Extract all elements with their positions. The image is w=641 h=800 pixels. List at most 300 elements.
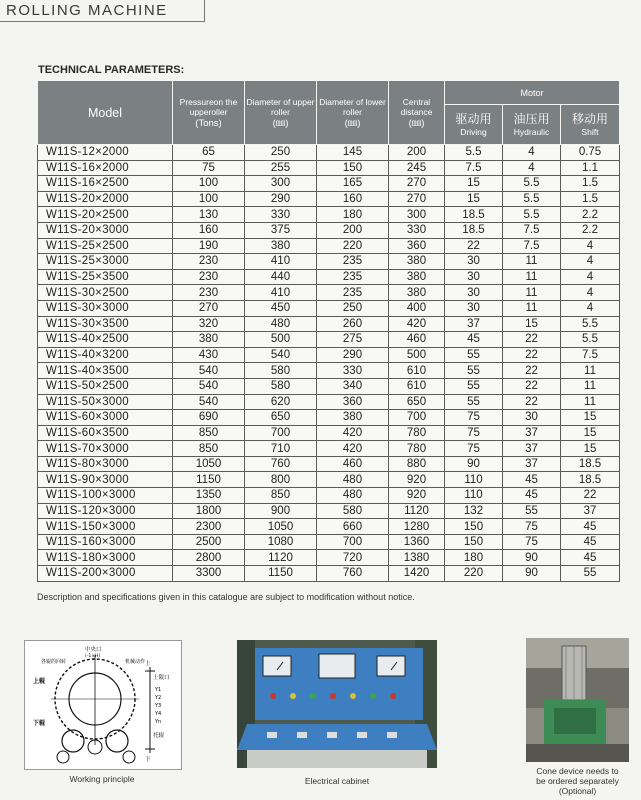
section-title: TECHNICAL PARAMETERS: bbox=[38, 64, 185, 76]
value-cell: 75 bbox=[503, 534, 561, 550]
model-cell: W11S-120×3000 bbox=[38, 503, 173, 519]
value-cell: 7.5 bbox=[445, 160, 503, 176]
value-cell: 18.5 bbox=[445, 222, 503, 238]
value-cell: 30 bbox=[445, 300, 503, 316]
value-cell: 4 bbox=[503, 145, 561, 161]
value-cell: 4 bbox=[561, 285, 620, 301]
value-cell: 1280 bbox=[389, 519, 445, 535]
value-cell: 150 bbox=[317, 160, 389, 176]
value-cell: 300 bbox=[389, 207, 445, 223]
value-cell: 1150 bbox=[245, 566, 317, 582]
value-cell: 7.5 bbox=[503, 222, 561, 238]
model-cell: W11S-30×3000 bbox=[38, 300, 173, 316]
value-cell: 380 bbox=[389, 269, 445, 285]
value-cell: 920 bbox=[389, 472, 445, 488]
value-cell: 132 bbox=[445, 503, 503, 519]
value-cell: 45 bbox=[561, 519, 620, 535]
diagram-upper-limit: 上限口 bbox=[153, 675, 170, 681]
value-cell: 2300 bbox=[173, 519, 245, 535]
value-cell: 180 bbox=[445, 550, 503, 566]
model-cell: W11S-100×3000 bbox=[38, 488, 173, 504]
model-cell: W11S-20×3000 bbox=[38, 222, 173, 238]
value-cell: 330 bbox=[389, 222, 445, 238]
value-cell: 11 bbox=[503, 269, 561, 285]
value-cell: 90 bbox=[503, 550, 561, 566]
value-cell: 420 bbox=[317, 441, 389, 457]
value-cell: 690 bbox=[173, 410, 245, 426]
table-row bbox=[38, 254, 620, 270]
value-cell: 200 bbox=[317, 222, 389, 238]
value-cell: 18.5 bbox=[561, 472, 620, 488]
value-cell: 5.5 bbox=[445, 145, 503, 161]
value-cell: 430 bbox=[173, 347, 245, 363]
value-cell: 5.5 bbox=[503, 191, 561, 207]
model-cell: W11S-40×3200 bbox=[38, 347, 173, 363]
model-cell: W11S-50×3000 bbox=[38, 394, 173, 410]
table-row bbox=[38, 394, 620, 410]
model-cell: W11S-70×3000 bbox=[38, 441, 173, 457]
value-cell: 1.1 bbox=[561, 160, 620, 176]
value-cell: 15 bbox=[445, 191, 503, 207]
value-cell: 22 bbox=[503, 378, 561, 394]
value-cell: 65 bbox=[173, 145, 245, 161]
table-row bbox=[38, 238, 620, 254]
value-cell: 250 bbox=[245, 145, 317, 161]
col-upper-unit: (㎜) bbox=[272, 117, 289, 129]
value-cell: 255 bbox=[245, 160, 317, 176]
value-cell: 37 bbox=[561, 503, 620, 519]
table-row bbox=[38, 503, 620, 519]
value-cell: 420 bbox=[317, 425, 389, 441]
col-pressure-label: Pressureon the upperoller bbox=[179, 96, 238, 117]
value-cell: 290 bbox=[317, 347, 389, 363]
table-row bbox=[38, 332, 620, 348]
value-cell: 45 bbox=[561, 534, 620, 550]
value-cell: 5.5 bbox=[561, 332, 620, 348]
table-row bbox=[38, 222, 620, 238]
value-cell: 1.5 bbox=[561, 176, 620, 192]
value-cell: 160 bbox=[173, 222, 245, 238]
col-upper-diameter bbox=[245, 81, 317, 145]
model-cell: W11S-30×2500 bbox=[38, 285, 173, 301]
value-cell: 235 bbox=[317, 269, 389, 285]
value-cell: 7.5 bbox=[561, 347, 620, 363]
table-row bbox=[38, 456, 620, 472]
table-row bbox=[38, 269, 620, 285]
value-cell: 720 bbox=[317, 550, 389, 566]
table-row bbox=[38, 207, 620, 223]
value-cell: 18.5 bbox=[445, 207, 503, 223]
diagram-y3: Y3 bbox=[155, 703, 162, 709]
value-cell: 55 bbox=[503, 503, 561, 519]
model-cell: W11S-60×3500 bbox=[38, 425, 173, 441]
col-pressure-unit: (Tons) bbox=[195, 117, 222, 129]
value-cell: 22 bbox=[561, 488, 620, 504]
value-cell: 610 bbox=[389, 363, 445, 379]
value-cell: 235 bbox=[317, 254, 389, 270]
col-driving bbox=[445, 105, 503, 145]
value-cell: 55 bbox=[445, 378, 503, 394]
value-cell: 30 bbox=[503, 410, 561, 426]
table-row bbox=[38, 285, 620, 301]
value-cell: 150 bbox=[445, 519, 503, 535]
diagram-support-roll: 托辊 bbox=[153, 733, 165, 739]
model-cell: W11S-16×2500 bbox=[38, 176, 173, 192]
value-cell: 11 bbox=[561, 363, 620, 379]
model-cell: W11S-30×3500 bbox=[38, 316, 173, 332]
value-cell: 1050 bbox=[245, 519, 317, 535]
table-row bbox=[38, 176, 620, 192]
value-cell: 55 bbox=[561, 566, 620, 582]
value-cell: 300 bbox=[245, 176, 317, 192]
table-row bbox=[38, 488, 620, 504]
value-cell: 400 bbox=[389, 300, 445, 316]
value-cell: 700 bbox=[317, 534, 389, 550]
spec-table-body bbox=[38, 145, 620, 582]
table-row bbox=[38, 363, 620, 379]
value-cell: 75 bbox=[445, 441, 503, 457]
value-cell: 580 bbox=[317, 503, 389, 519]
diagram-mechanism-label: 机械动作 bbox=[125, 659, 146, 665]
value-cell: 650 bbox=[245, 410, 317, 426]
value-cell: 1.5 bbox=[561, 191, 620, 207]
value-cell: 11 bbox=[503, 285, 561, 301]
value-cell: 130 bbox=[173, 207, 245, 223]
value-cell: 4 bbox=[561, 269, 620, 285]
value-cell: 2800 bbox=[173, 550, 245, 566]
model-cell: W11S-160×3000 bbox=[38, 534, 173, 550]
value-cell: 90 bbox=[445, 456, 503, 472]
table-row bbox=[38, 441, 620, 457]
value-cell: 760 bbox=[317, 566, 389, 582]
value-cell: 700 bbox=[245, 425, 317, 441]
value-cell: 540 bbox=[245, 347, 317, 363]
col-shift-cn: 移动用 bbox=[572, 112, 609, 126]
value-cell: 75 bbox=[445, 410, 503, 426]
table-row bbox=[38, 145, 620, 161]
diagram-up-mark: 上 bbox=[145, 661, 151, 667]
value-cell: 460 bbox=[317, 456, 389, 472]
value-cell: 780 bbox=[389, 441, 445, 457]
value-cell: 360 bbox=[317, 394, 389, 410]
value-cell: 5.5 bbox=[503, 176, 561, 192]
model-cell: W11S-50×2500 bbox=[38, 378, 173, 394]
cone-device-image bbox=[526, 638, 629, 762]
model-cell: W11S-90×3000 bbox=[38, 472, 173, 488]
value-cell: 660 bbox=[317, 519, 389, 535]
value-cell: 1120 bbox=[389, 503, 445, 519]
value-cell: 700 bbox=[389, 410, 445, 426]
model-cell: W11S-40×3500 bbox=[38, 363, 173, 379]
page-title: ROLLING MACHINE bbox=[6, 2, 168, 19]
value-cell: 780 bbox=[389, 425, 445, 441]
value-cell: 235 bbox=[317, 285, 389, 301]
table-row bbox=[38, 425, 620, 441]
value-cell: 5.5 bbox=[503, 207, 561, 223]
value-cell: 2.2 bbox=[561, 222, 620, 238]
value-cell: 5.5 bbox=[561, 316, 620, 332]
col-model: Model bbox=[38, 81, 173, 145]
value-cell: 110 bbox=[445, 488, 503, 504]
model-cell: W11S-12×2000 bbox=[38, 145, 173, 161]
working-principle-diagram bbox=[25, 641, 181, 769]
model-cell: W11S-150×3000 bbox=[38, 519, 173, 535]
value-cell: 90 bbox=[503, 566, 561, 582]
value-cell: 270 bbox=[173, 300, 245, 316]
electrical-cabinet-illustration bbox=[237, 640, 437, 768]
value-cell: 880 bbox=[389, 456, 445, 472]
value-cell: 230 bbox=[173, 269, 245, 285]
value-cell: 375 bbox=[245, 222, 317, 238]
caption-working-principle: Working principle bbox=[69, 774, 135, 784]
table-row bbox=[38, 566, 620, 582]
value-cell: 75 bbox=[173, 160, 245, 176]
caption-cone-device-2: be ordered separately bbox=[536, 776, 619, 786]
model-cell: W11S-25×2500 bbox=[38, 238, 173, 254]
value-cell: 800 bbox=[245, 472, 317, 488]
col-hydraulic bbox=[503, 105, 561, 145]
value-cell: 1380 bbox=[389, 550, 445, 566]
value-cell: 620 bbox=[245, 394, 317, 410]
value-cell: 850 bbox=[173, 441, 245, 457]
value-cell: 850 bbox=[173, 425, 245, 441]
value-cell: 320 bbox=[173, 316, 245, 332]
value-cell: 200 bbox=[389, 145, 445, 161]
value-cell: 3300 bbox=[173, 566, 245, 582]
disclaimer-note: Description and specifications given in this catalogue are subject to modification without notice. bbox=[37, 592, 415, 602]
value-cell: 500 bbox=[389, 347, 445, 363]
value-cell: 45 bbox=[503, 472, 561, 488]
value-cell: 55 bbox=[445, 363, 503, 379]
value-cell: 2.2 bbox=[561, 207, 620, 223]
value-cell: 250 bbox=[317, 300, 389, 316]
value-cell: 37 bbox=[503, 441, 561, 457]
col-driving-cn: 驱动用 bbox=[455, 112, 492, 126]
value-cell: 380 bbox=[317, 410, 389, 426]
value-cell: 290 bbox=[245, 191, 317, 207]
table-row bbox=[38, 378, 620, 394]
value-cell: 1050 bbox=[173, 456, 245, 472]
value-cell: 7.5 bbox=[503, 238, 561, 254]
value-cell: 260 bbox=[317, 316, 389, 332]
value-cell: 920 bbox=[389, 488, 445, 504]
table-row bbox=[38, 472, 620, 488]
value-cell: 580 bbox=[245, 378, 317, 394]
diagram-y1: Y1 bbox=[155, 687, 162, 693]
value-cell: 540 bbox=[173, 394, 245, 410]
value-cell: 22 bbox=[503, 363, 561, 379]
diagram-top-sub: (-1×H) bbox=[85, 654, 101, 659]
value-cell: 710 bbox=[245, 441, 317, 457]
value-cell: 22 bbox=[503, 347, 561, 363]
model-cell: W11S-25×3500 bbox=[38, 269, 173, 285]
value-cell: 4 bbox=[561, 238, 620, 254]
value-cell: 460 bbox=[389, 332, 445, 348]
diagram-rotation-label: 各辊的回转 bbox=[41, 659, 67, 665]
value-cell: 380 bbox=[173, 332, 245, 348]
value-cell: 15 bbox=[561, 410, 620, 426]
value-cell: 2500 bbox=[173, 534, 245, 550]
value-cell: 30 bbox=[445, 285, 503, 301]
value-cell: 150 bbox=[445, 534, 503, 550]
value-cell: 45 bbox=[561, 550, 620, 566]
value-cell: 1420 bbox=[389, 566, 445, 582]
table-row bbox=[38, 519, 620, 535]
model-cell: W11S-40×2500 bbox=[38, 332, 173, 348]
value-cell: 330 bbox=[317, 363, 389, 379]
value-cell: 275 bbox=[317, 332, 389, 348]
col-driving-en: Driving bbox=[460, 127, 487, 137]
value-cell: 1080 bbox=[245, 534, 317, 550]
table-row bbox=[38, 550, 620, 566]
value-cell: 1800 bbox=[173, 503, 245, 519]
value-cell: 900 bbox=[245, 503, 317, 519]
value-cell: 610 bbox=[389, 378, 445, 394]
caption-cone-device-1: Cone device needs to bbox=[536, 766, 619, 776]
value-cell: 4 bbox=[561, 300, 620, 316]
value-cell: 220 bbox=[317, 238, 389, 254]
value-cell: 330 bbox=[245, 207, 317, 223]
model-cell: W11S-16×2000 bbox=[38, 160, 173, 176]
value-cell: 1150 bbox=[173, 472, 245, 488]
value-cell: 145 bbox=[317, 145, 389, 161]
value-cell: 1350 bbox=[173, 488, 245, 504]
model-cell: W11S-180×3000 bbox=[38, 550, 173, 566]
value-cell: 420 bbox=[389, 316, 445, 332]
value-cell: 18.5 bbox=[561, 456, 620, 472]
table-row bbox=[38, 160, 620, 176]
caption-cone-device-3: (Optional) bbox=[558, 786, 597, 796]
value-cell: 380 bbox=[389, 285, 445, 301]
value-cell: 45 bbox=[503, 488, 561, 504]
value-cell: 4 bbox=[561, 254, 620, 270]
diagram-top-label: 中央口 bbox=[85, 647, 102, 653]
col-lower-label: Diameter of lower roller bbox=[319, 96, 386, 117]
col-lower-unit: (㎜) bbox=[344, 117, 361, 129]
diagram-yn: Yn bbox=[155, 719, 162, 725]
value-cell: 440 bbox=[245, 269, 317, 285]
table-row bbox=[38, 300, 620, 316]
value-cell: 450 bbox=[245, 300, 317, 316]
value-cell: 540 bbox=[173, 378, 245, 394]
spec-table bbox=[37, 80, 620, 582]
col-hydraulic-cn: 油压用 bbox=[513, 112, 550, 126]
table-row bbox=[38, 534, 620, 550]
value-cell: 180 bbox=[317, 207, 389, 223]
working-principle-image bbox=[24, 640, 182, 770]
col-central-distance bbox=[389, 81, 445, 145]
value-cell: 4 bbox=[503, 160, 561, 176]
model-cell: W11S-25×3000 bbox=[38, 254, 173, 270]
col-upper-label: Diameter of upper roller bbox=[246, 96, 315, 117]
diagram-y4: Y4 bbox=[155, 711, 162, 717]
value-cell: 580 bbox=[245, 363, 317, 379]
col-pressure bbox=[173, 81, 245, 145]
value-cell: 15 bbox=[503, 316, 561, 332]
value-cell: 11 bbox=[503, 254, 561, 270]
table-row bbox=[38, 191, 620, 207]
value-cell: 160 bbox=[317, 191, 389, 207]
value-cell: 230 bbox=[173, 285, 245, 301]
value-cell: 15 bbox=[561, 441, 620, 457]
col-shift-en: Shift bbox=[581, 127, 599, 137]
table-row bbox=[38, 410, 620, 426]
value-cell: 30 bbox=[445, 269, 503, 285]
value-cell: 75 bbox=[503, 519, 561, 535]
value-cell: 37 bbox=[503, 425, 561, 441]
value-cell: 380 bbox=[389, 254, 445, 270]
model-cell: W11S-80×3000 bbox=[38, 456, 173, 472]
value-cell: 11 bbox=[561, 394, 620, 410]
value-cell: 22 bbox=[445, 238, 503, 254]
model-cell: W11S-20×2000 bbox=[38, 191, 173, 207]
col-hydraulic-en: Hydraulic bbox=[513, 127, 550, 137]
value-cell: 11 bbox=[561, 378, 620, 394]
value-cell: 190 bbox=[173, 238, 245, 254]
col-motor: Motor bbox=[445, 81, 620, 105]
col-lower-diameter bbox=[317, 81, 389, 145]
value-cell: 55 bbox=[445, 347, 503, 363]
value-cell: 110 bbox=[445, 472, 503, 488]
value-cell: 500 bbox=[245, 332, 317, 348]
value-cell: 270 bbox=[389, 191, 445, 207]
diagram-lower-roll: 下辊 bbox=[33, 720, 46, 727]
value-cell: 55 bbox=[445, 394, 503, 410]
value-cell: 410 bbox=[245, 254, 317, 270]
diagram-y2: Y2 bbox=[155, 695, 162, 701]
value-cell: 480 bbox=[317, 488, 389, 504]
model-cell: W11S-20×2500 bbox=[38, 207, 173, 223]
table-row bbox=[38, 347, 620, 363]
value-cell: 100 bbox=[173, 176, 245, 192]
col-shift bbox=[561, 105, 620, 145]
model-cell: W11S-60×3000 bbox=[38, 410, 173, 426]
value-cell: 270 bbox=[389, 176, 445, 192]
value-cell: 230 bbox=[173, 254, 245, 270]
model-cell: W11S-200×3000 bbox=[38, 566, 173, 582]
value-cell: 360 bbox=[389, 238, 445, 254]
value-cell: 540 bbox=[173, 363, 245, 379]
value-cell: 480 bbox=[317, 472, 389, 488]
value-cell: 340 bbox=[317, 378, 389, 394]
value-cell: 410 bbox=[245, 285, 317, 301]
value-cell: 37 bbox=[445, 316, 503, 332]
value-cell: 1120 bbox=[245, 550, 317, 566]
value-cell: 15 bbox=[561, 425, 620, 441]
value-cell: 45 bbox=[445, 332, 503, 348]
value-cell: 165 bbox=[317, 176, 389, 192]
value-cell: 15 bbox=[445, 176, 503, 192]
value-cell: 480 bbox=[245, 316, 317, 332]
diagram-down-mark: 下 bbox=[145, 757, 151, 763]
electrical-cabinet-image bbox=[237, 640, 437, 768]
table-row bbox=[38, 316, 620, 332]
value-cell: 30 bbox=[445, 254, 503, 270]
value-cell: 75 bbox=[445, 425, 503, 441]
value-cell: 760 bbox=[245, 456, 317, 472]
value-cell: 11 bbox=[503, 300, 561, 316]
value-cell: 0.75 bbox=[561, 145, 620, 161]
col-central-label: Central distance bbox=[400, 96, 433, 117]
value-cell: 22 bbox=[503, 332, 561, 348]
value-cell: 37 bbox=[503, 456, 561, 472]
value-cell: 1360 bbox=[389, 534, 445, 550]
value-cell: 650 bbox=[389, 394, 445, 410]
caption-electrical-cabinet: Electrical cabinet bbox=[304, 776, 370, 786]
diagram-upper-roll: 上辊 bbox=[33, 678, 46, 685]
value-cell: 22 bbox=[503, 394, 561, 410]
value-cell: 380 bbox=[245, 238, 317, 254]
